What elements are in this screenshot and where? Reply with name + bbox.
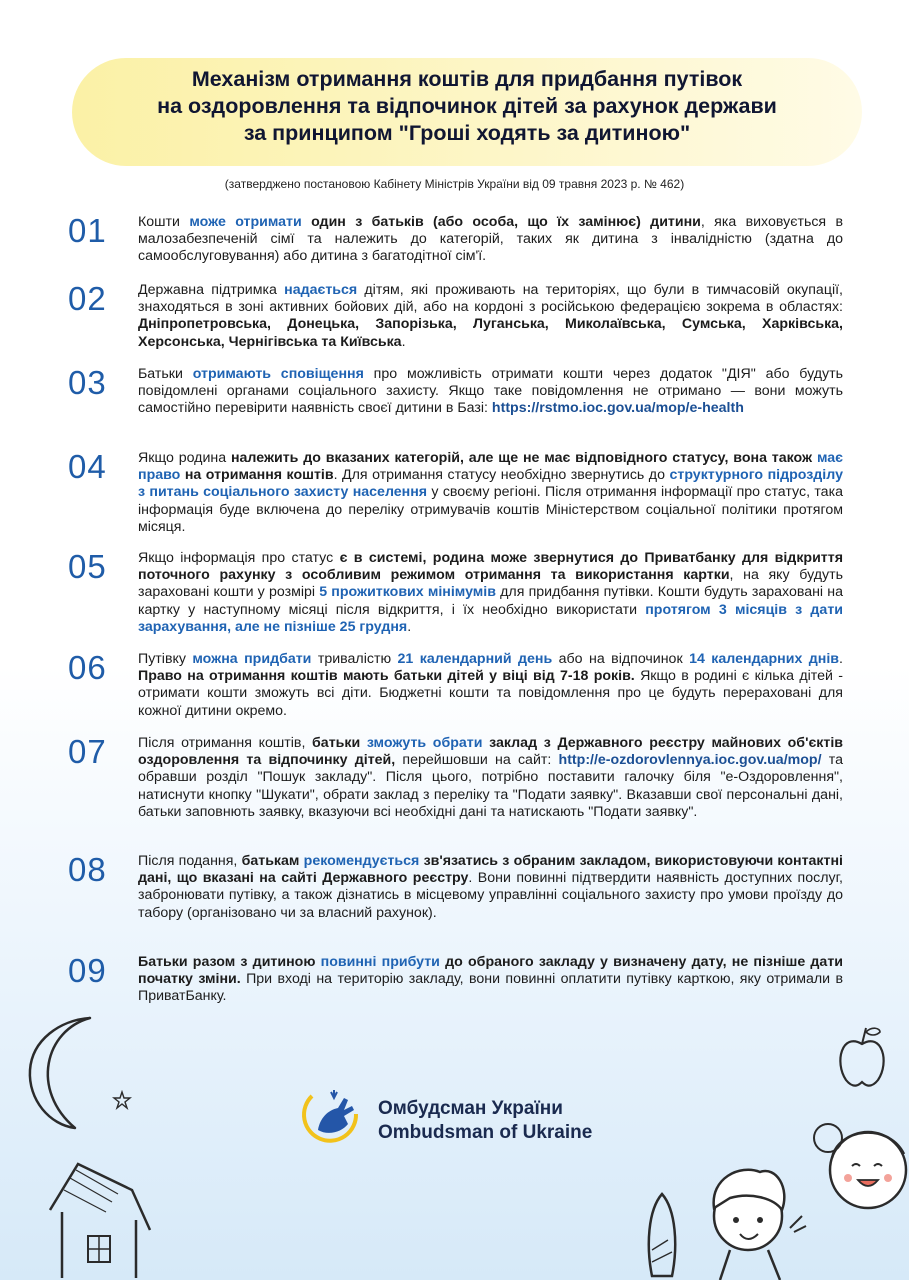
text-segment: у своєму регіоні. Після отримання інформації про статус, така інформація буде включена до переліку отримувачів коштів Міністерством соціальної політики протягом місяця. <box>138 484 843 535</box>
text-segment: . <box>401 333 406 350</box>
text-segment: . Для отримання статусу необхідно звернутись до <box>333 467 670 484</box>
bold-segment: на отримання коштів <box>180 467 334 484</box>
bold-segment: є в системі, родина може звернутися до Приватбанку для відкриття поточного рахунку з особливим режимом отримання та використання картки <box>138 550 843 584</box>
ombudsman-logo <box>298 1084 628 1148</box>
apple-doodle-icon <box>832 1022 892 1092</box>
step-text <box>138 735 843 821</box>
text-segment: перейшовши на сайт: <box>395 752 559 769</box>
text-segment: . <box>407 618 412 635</box>
text-segment: та обравши розділ "Пошук закладу". Після цього, потрібно поставити галочку біля "е-Оздоровлення", натиснути кнопку "Шукати", обрати заклад з переліку та "Подати заявку". Вказавши свої персональні дані, батьки заповнють заявку, вказуючи всі необхідні дані та натискають "Подати заявку". <box>138 752 843 820</box>
girl-doodle-icon <box>808 1108 909 1218</box>
logo-name-en: Ombudsman of Ukraine <box>378 1122 593 1143</box>
title-line-2: на оздоровлення та відпочинок дітей за рахунок держави <box>157 94 777 118</box>
text-segment: Після отримання коштів, <box>138 735 313 751</box>
ombudsman-emblem-icon <box>298 1084 362 1148</box>
highlight-segment: можна придбати <box>192 651 312 667</box>
bold-segment: належить до вказаних категорій, але ще не має відповідного статусу, вона також <box>230 450 817 466</box>
text-segment: Якщо в родині є кілька дітей - отримати кошти зможуть всі діти. Бюджетні кошти та повідомлення про це будуть перераховані для кожної дитини окремо. <box>138 668 843 719</box>
logo-name-ua: Омбудсман України <box>378 1098 563 1119</box>
bold-segment: Право на отримання коштів мають батьки дітей у віці від 7-18 років. <box>138 668 635 685</box>
highlight-segment: отримають сповіщення <box>192 366 364 382</box>
step-number: 07 <box>68 733 107 770</box>
highlight-segment: має право <box>138 450 843 484</box>
step-number: 04 <box>68 448 107 485</box>
step-number: 03 <box>68 364 107 401</box>
page-title <box>72 66 862 147</box>
highlight-segment: структурного підрозділу з питань соціального захисту населення <box>138 467 843 501</box>
step-number: 08 <box>68 851 107 888</box>
subtitle: (затверджено постановою Кабінету Міністрів України від 09 травня 2023 р. № 462) <box>224 177 685 191</box>
highlight-segment: 14 календарних днів <box>689 651 840 667</box>
boy-doodle-icon <box>690 1158 810 1280</box>
highlight-segment: повинні прибути <box>320 954 440 970</box>
text-segment: Батьки <box>138 366 193 382</box>
text-segment: або на відпочинок <box>552 651 690 667</box>
highlight-segment: протягом 3 місяців з дати зарахування, але не пізніше 25 грудня <box>138 601 843 635</box>
highlight-segment: 5 прожиткових мінімумів <box>319 584 496 601</box>
bold-segment: до обраного закладу у визначену дату, не пізніше дати початку зміни. <box>138 954 843 988</box>
text-segment: . <box>839 651 843 667</box>
step-text <box>138 214 843 266</box>
step-number: 05 <box>68 548 107 585</box>
step-number: 02 <box>68 280 107 317</box>
step-number: 06 <box>68 649 107 686</box>
text-segment: Після подання, <box>138 853 242 869</box>
text-segment: При вході на територію закладу, вони повинні оплатити путівку карткою, яку отримали в ПриватБанку. <box>138 971 843 1005</box>
text-segment: Якщо родина <box>138 450 231 466</box>
text-segment: Кошти <box>138 214 190 230</box>
bold-segment: Батьки разом з дитиною <box>138 954 321 970</box>
step-number: 01 <box>68 212 107 249</box>
title-line-3: за принципом "Гроші ходять за дитиною" <box>243 121 691 145</box>
bold-segment: Дніпропетровська, Донецька, Запорізька, Луганська, Миколаївська, Сумська, Харківська, Херсонська, Чернігівська та Київська <box>138 316 843 350</box>
text-segment: для придбання путівки. Кошти будуть зараховані на картку у наступному місяці після відкриття, і їх необхідно використати <box>138 584 843 618</box>
url-link[interactable]: http://e-ozdorovlennya.ioc.gov.ua/mop/ <box>558 752 822 769</box>
step-text <box>138 954 843 1006</box>
highlight-segment: надається <box>284 282 358 298</box>
step-text <box>138 282 843 351</box>
step-text <box>138 366 843 418</box>
url-link[interactable]: https://rstmo.ioc.gov.ua/mop/e-health <box>491 400 744 417</box>
text-segment: Путівку <box>138 651 193 667</box>
bold-segment: батькам <box>241 853 304 869</box>
text-segment: . Вони повинні підтвердити наявність доступних послуг, забронювати путівку, а також дізнатись в місцевому управлінні соціального захисту про умови проїзду до табору (організовано чи за власний рахунок). <box>138 870 843 921</box>
step-text <box>138 550 843 636</box>
rocket-doodle-icon <box>632 1190 692 1280</box>
bold-segment: один з батьків (або особа, що їх замінює) дитини <box>301 214 701 230</box>
highlight-segment: рекомендується <box>303 853 420 869</box>
highlight-segment: може отримати <box>189 214 302 230</box>
text-segment: Якщо інформація про статус <box>138 550 340 566</box>
text-segment: , на яку будуть зараховані кошти у розмірі <box>138 567 843 601</box>
house-doodle-icon <box>40 1150 160 1280</box>
star-doodle-icon <box>112 1090 132 1110</box>
text-segment: Державна підтримка <box>138 282 285 298</box>
step-text <box>138 853 843 922</box>
title-line-1: Механізм отримання коштів для придбання путівок <box>191 67 743 91</box>
text-segment: про можливість отримати кошти через додаток "ДІЯ" або будуть повідомлені органами соціального захисту. Якщо таке повідомлення не отримано — вони можуть самостійно перевірити наявність своєї дитини в Базі: <box>138 366 843 417</box>
highlight-segment: зможуть обрати <box>366 735 483 751</box>
bold-segment: батьки <box>312 735 367 751</box>
step-text <box>138 450 843 536</box>
step-number: 09 <box>68 952 107 989</box>
moon-doodle-icon <box>20 1010 120 1135</box>
text-segment: дітям, які проживають на територіях, що були в тимчасовій окупації, знаходяться в зоні активних бойових дій, або на кордоні з російською федерацією зокрема в областях: <box>138 282 843 316</box>
text-segment: , яка виховується в малозабезпеченій сімї та належить до категорій, таких як дитина з інвалідністю (здатна до самообслуговування) або дитина з багатодітної сім'ї. <box>138 214 843 265</box>
step-text <box>138 651 843 720</box>
bold-segment: зв'язатись з обраним закладом, використовуючи контактні дані, що вказані на сайті Державного реєстру <box>138 853 843 887</box>
bold-segment: заклад з Державного реєстру майнових об'єктів оздоровлення та відпочинку дітей, <box>138 735 843 769</box>
highlight-segment: 21 календарний день <box>397 651 553 667</box>
text-segment: тривалістю <box>311 651 398 667</box>
